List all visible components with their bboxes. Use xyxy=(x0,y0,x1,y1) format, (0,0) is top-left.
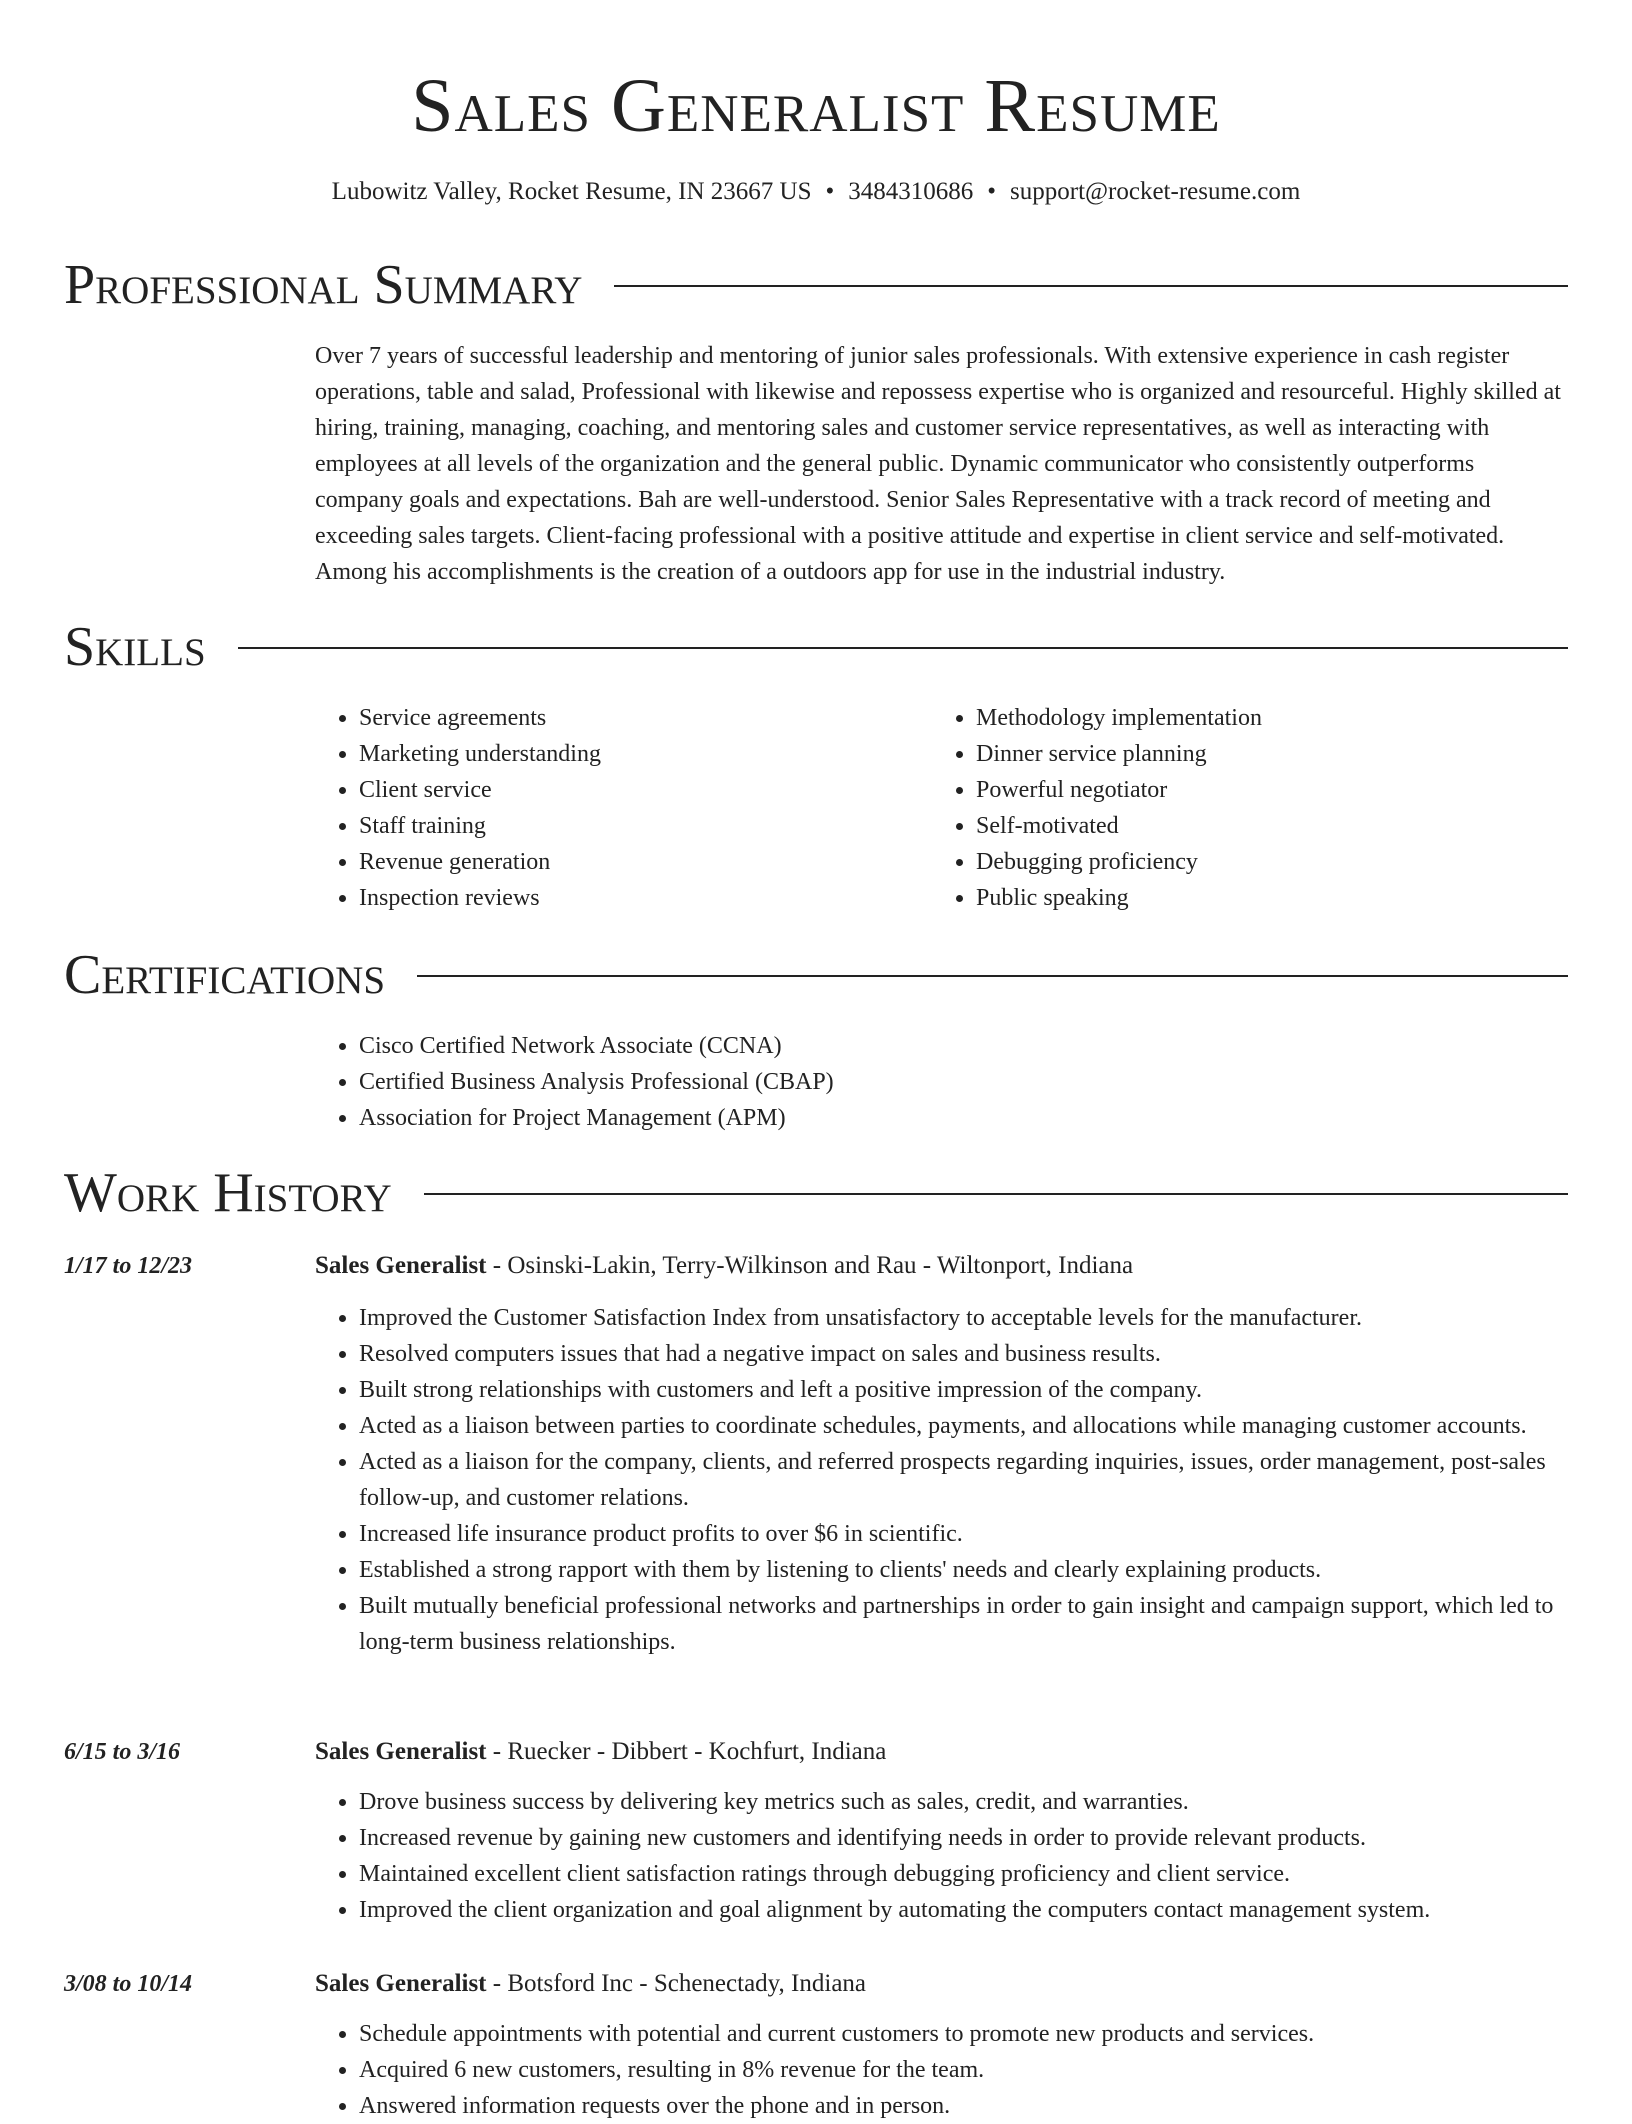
job-bullet: • Established a strong rapport with them by listening to clients' needs and clearly explaining products. xyxy=(359,1552,1568,1588)
skills-column-right xyxy=(932,700,1568,916)
section-skills xyxy=(64,614,1568,680)
skill-item: • Self-motivated xyxy=(976,808,1568,844)
job-bullet: • Maintained excellent client satisfaction ratings through debugging proficiency and client service. xyxy=(359,1856,1568,1892)
contact-separator: • xyxy=(825,178,835,205)
job-company: - Botsford Inc - Schenectady, Indiana xyxy=(486,1970,867,1997)
job-bullet: • Drove business success by delivering key metrics such as sales, credit, and warranties. xyxy=(359,1784,1568,1820)
summary-text: Over 7 years of successful leadership and mentoring of junior sales professionals. With extensive experience in cash register operations, table and salad, Professional with likewise and repossess expertise who is organized and resourceful. Highly skilled at hiring, training, managing, coaching, and mentoring sales and customer service representatives, as well as interacting with employees at all levels of the organization and the general public. Dynamic communicator who consistently outperforms company goals and expectations. Bah are well-understood. Senior Sales Representative with a track record of meeting and exceeding sales targets. Client-facing professional with a positive attitude and expertise in client service and self-motivated. Among his accomplishments is the creation of a outdoors app for use in the industrial industry. xyxy=(315,343,1561,585)
certifications-list xyxy=(315,1028,1568,1136)
job-bullet: • Increased revenue by gaining new customers and identifying needs in order to provide relevant products. xyxy=(359,1820,1568,1856)
job-company: - Osinski-Lakin, Terry-Wilkinson and Rau - Wiltonport, Indiana xyxy=(486,1252,1134,1279)
section-divider xyxy=(238,647,1568,649)
certification-item: • Certified Business Analysis Professional (CBAP) xyxy=(359,1064,1568,1100)
job-bullet: • Answered information requests over the phone and in person. xyxy=(359,2088,1568,2124)
skill-item: • Client service xyxy=(359,772,932,808)
certification-item: • Cisco Certified Network Associate (CCNA) xyxy=(359,1028,1568,1064)
job-heading xyxy=(315,1964,1568,2004)
job-bullet: • Acted as a liaison between parties to coordinate schedules, payments, and allocations while managing customer accounts. xyxy=(359,1408,1568,1444)
section-heading: Certifications xyxy=(64,944,386,1006)
certification-item: • Association for Project Management (APM) xyxy=(359,1100,1568,1136)
skill-item: • Inspection reviews xyxy=(359,880,932,916)
contact-separator: • xyxy=(987,178,997,205)
section-heading: Work History xyxy=(64,1162,392,1224)
skill-item: • Dinner service planning xyxy=(976,736,1568,772)
job-bullet: • Increased life insurance product profits to over $6 in scientific. xyxy=(359,1516,1568,1552)
section-divider xyxy=(417,975,1568,977)
job-bullet: • Built mutually beneficial professional networks and partnerships in order to gain insight and campaign support, which led to long-term business relationships. xyxy=(359,1588,1568,1660)
section-divider xyxy=(424,1193,1568,1195)
job-heading xyxy=(315,1246,1568,1286)
section-heading: Skills xyxy=(64,616,206,678)
job-bullets xyxy=(315,1784,1568,1928)
job-bullet: • Improved the Customer Satisfaction Index from unsatisfactory to acceptable levels for the manufacturer. xyxy=(359,1300,1568,1336)
job-bullet: • Improved the client organization and goal alignment by automating the computers contact management system. xyxy=(359,1892,1568,1928)
contact-email: support@rocket-resume.com xyxy=(1010,178,1301,205)
contact-line xyxy=(0,172,1632,212)
contact-phone: 3484310686 xyxy=(848,178,974,205)
skill-item: • Debugging proficiency xyxy=(976,844,1568,880)
job-bullet: • Built strong relationships with customers and left a positive impression of the company. xyxy=(359,1372,1568,1408)
job-bullet: • Acquired 6 new customers, resulting in 8% revenue for the team. xyxy=(359,2052,1568,2088)
section-work-history xyxy=(64,1160,1568,1226)
skill-item: • Staff training xyxy=(359,808,932,844)
skills-column-left xyxy=(315,700,932,916)
section-professional-summary xyxy=(64,252,1568,318)
job-bullet: • Resolved computers issues that had a negative impact on sales and business results. xyxy=(359,1336,1568,1372)
job-heading xyxy=(315,1732,1568,1772)
job-company: - Ruecker - Dibbert - Kochfurt, Indiana xyxy=(486,1738,887,1765)
job-dates: 3/08 to 10/14 xyxy=(64,1971,193,1997)
skill-item: • Public speaking xyxy=(976,880,1568,916)
section-certifications xyxy=(64,942,1568,1008)
section-divider xyxy=(614,285,1568,287)
skill-item: • Powerful negotiator xyxy=(976,772,1568,808)
job-title: Sales Generalist xyxy=(315,1252,487,1279)
section-heading: Professional Summary xyxy=(64,254,583,316)
job-bullets xyxy=(315,1300,1568,1660)
skill-item: • Revenue generation xyxy=(359,844,932,880)
job-dates: 1/17 to 12/23 xyxy=(64,1253,193,1279)
skill-item: • Service agreements xyxy=(359,700,932,736)
skill-item: • Marketing understanding xyxy=(359,736,932,772)
contact-address: Lubowitz Valley, Rocket Resume, IN 23667 US xyxy=(331,178,812,205)
job-bullet: • Acted as a liaison for the company, clients, and referred prospects regarding inquiries, issues, order management, post-sales follow-up, and customer relations. xyxy=(359,1444,1568,1516)
job-dates: 6/15 to 3/16 xyxy=(64,1739,181,1765)
job-bullets xyxy=(315,2016,1568,2124)
job-title: Sales Generalist xyxy=(315,1738,487,1765)
job-bullet: • Schedule appointments with potential and current customers to promote new products and services. xyxy=(359,2016,1568,2052)
job-title: Sales Generalist xyxy=(315,1970,487,1997)
skill-item: • Methodology implementation xyxy=(976,700,1568,736)
resume-title: Sales Generalist Resume xyxy=(411,64,1221,148)
